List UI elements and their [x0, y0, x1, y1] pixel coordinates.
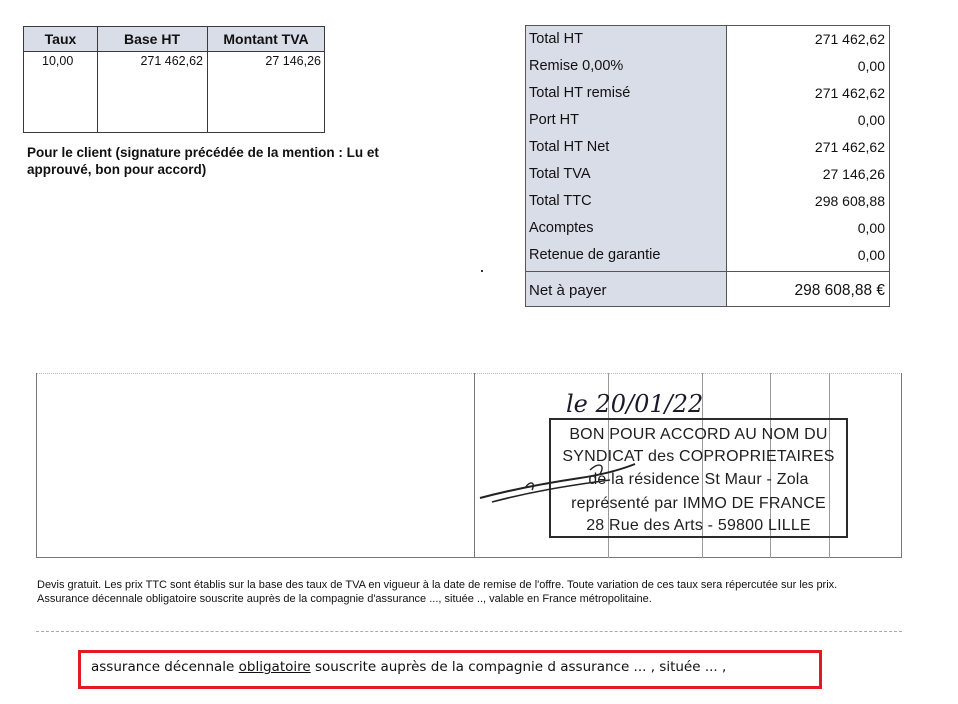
totals-value: 27 146,26	[822, 166, 885, 182]
callout-text-end: souscrite auprès de la compagnie d assurance ... , située ... ,	[310, 659, 727, 675]
callout-text-start: assurance décennale	[91, 659, 239, 675]
vat-base-value: 271 462,62	[140, 54, 203, 68]
totals-table	[525, 25, 890, 307]
stamp-line: SYNDICAT des COPROPRIETAIRES	[562, 448, 835, 465]
totals-row	[526, 80, 889, 107]
totals-label: Total HT remisé	[529, 85, 631, 101]
callout-underlined-word: obligatoire	[238, 659, 311, 675]
vat-header-amount: Montant TVA	[223, 31, 309, 47]
vat-header-base: Base HT	[123, 31, 181, 47]
totals-value: 271 462,62	[814, 31, 885, 47]
signature-frame-right	[901, 373, 902, 558]
totals-value: 0,00	[857, 112, 885, 128]
totals-row	[526, 134, 889, 161]
footer-line-prices: Devis gratuit. Les prix TTC sont établis sur la base des taux de TVA en vigueur à la date de remise de l'offre. Toute variation de ces taux sera répercutée sur les prix.	[37, 579, 838, 591]
totals-label: Remise 0,00%	[529, 58, 624, 74]
signature-frame-left	[36, 373, 37, 558]
totals-row	[526, 188, 889, 215]
signature-frame-bottom	[36, 557, 902, 558]
totals-row	[526, 161, 889, 188]
footer-rule	[36, 631, 902, 632]
totals-value: 0,00	[857, 247, 885, 263]
vat-header-rate: Taux	[44, 31, 77, 47]
stamp-line: BON POUR ACCORD AU NOM DU	[569, 426, 828, 443]
totals-label: Total HT	[529, 31, 583, 47]
totals-value: 271 462,62	[814, 139, 885, 155]
totals-value: 298 608,88	[814, 193, 885, 209]
net-to-pay-value: 298 608,88 €	[794, 282, 885, 299]
vat-amount-value: 27 146,26	[265, 54, 321, 68]
client-signature-note: Pour le client (signature précédée de la mention : Lu et approuvé, bon pour accord)	[27, 145, 379, 177]
totals-label: Total TTC	[529, 193, 592, 209]
totals-label: Total TVA	[529, 166, 591, 182]
vat-rate-value: 10,00	[42, 54, 74, 68]
totals-label: Retenue de garantie	[529, 247, 661, 263]
handwritten-signature	[470, 440, 650, 510]
handwritten-date: le 20/01/22	[566, 390, 704, 418]
totals-row	[526, 107, 889, 134]
scan-speck	[481, 270, 483, 272]
totals-label: Port HT	[529, 112, 579, 128]
totals-row	[526, 26, 889, 53]
quote-footer-conditions	[37, 578, 897, 606]
stamp-line: représenté par IMMO DE FRANCE	[571, 495, 826, 512]
stamp-line: 28 Rue des Arts - 59800 LILLE	[586, 517, 811, 534]
signature-frame-top	[36, 373, 902, 374]
stamp-line: de la résidence St Maur - Zola	[588, 471, 809, 488]
vat-table	[23, 26, 325, 133]
totals-value: 271 462,62	[814, 85, 885, 101]
totals-row	[526, 242, 889, 269]
highlight-callout-box	[78, 650, 822, 689]
net-to-pay-row	[526, 277, 889, 304]
totals-value: 0,00	[857, 220, 885, 236]
footer-line-insurance: Assurance décennale obligatoire souscrite auprès de la compagnie d'assurance ..., située .., valable en France métropolitaine.	[37, 593, 652, 605]
totals-row	[526, 215, 889, 242]
totals-label: Acomptes	[529, 220, 594, 236]
totals-label: Total HT Net	[529, 139, 610, 155]
callout-text	[91, 659, 726, 675]
net-to-pay-label: Net à payer	[529, 282, 607, 299]
totals-value: 0,00	[857, 58, 885, 74]
totals-row	[526, 53, 889, 80]
